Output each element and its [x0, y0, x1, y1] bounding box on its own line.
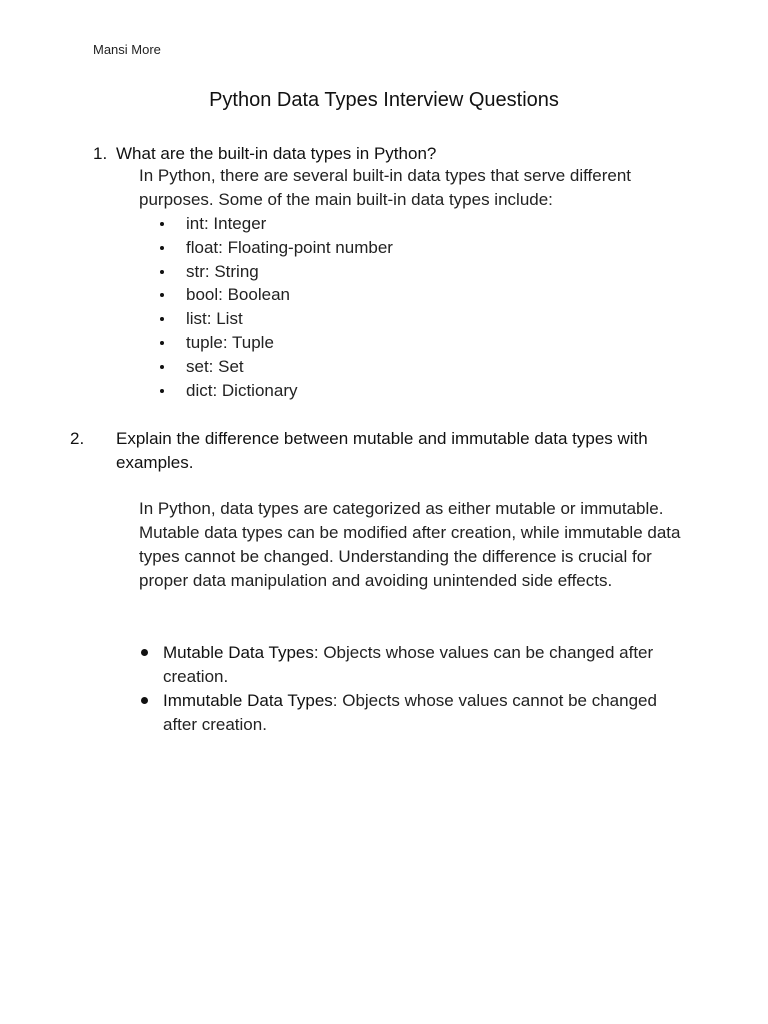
- question-number: 2.: [70, 429, 85, 448]
- bullet-icon: [160, 341, 164, 345]
- question-number: 1.: [93, 144, 108, 163]
- list-item: tuple: Tuple: [139, 331, 393, 355]
- list-item: str: String: [139, 260, 393, 284]
- bullet-icon: [160, 293, 164, 297]
- list-item: [139, 641, 659, 689]
- term-label: Immutable Data Types: [163, 691, 333, 710]
- question-text: What are the built-in data types in Python?: [116, 144, 437, 163]
- page-title: Python Data Types Interview Questions: [209, 89, 559, 111]
- term-label: Mutable Data Types: [163, 643, 314, 662]
- list-item: list: List: [139, 307, 393, 331]
- list-item: set: Set: [139, 355, 393, 379]
- bullet-icon: [160, 270, 164, 274]
- answer-1: In Python, there are several built-in data types that serve different purposes. Some of the main built-in data types include:: [139, 166, 632, 209]
- bullet-icon: [160, 246, 164, 250]
- list-item: dict: Dictionary: [139, 379, 393, 403]
- bullet-icon: [141, 649, 148, 656]
- mutability-list: [139, 641, 659, 737]
- answer-2: In Python, data types are categorized as either mutable or immutable. Mutable data types can be modified after creation, while immutable data types cannot be changed. Understanding the difference is crucial for proper data manipulation and avoiding unintended side effects.: [139, 499, 681, 590]
- question-text: Explain the difference between mutable and immutable data types with examples.: [116, 429, 648, 472]
- term-description: : Objects whose values cannot be changed after creation.: [163, 691, 657, 734]
- bullet-icon: [141, 697, 148, 704]
- author-name: Mansi More: [93, 42, 161, 57]
- list-item: float: Floating-point number: [139, 236, 393, 260]
- bullet-icon: [160, 317, 164, 321]
- question-1: [93, 142, 693, 166]
- data-types-list: [139, 212, 393, 402]
- question-2: [70, 427, 716, 475]
- list-item: bool: Boolean: [139, 283, 393, 307]
- bullet-icon: [160, 365, 164, 369]
- term-description: : Objects whose values can be changed after creation.: [163, 643, 654, 686]
- bullet-icon: [160, 222, 164, 226]
- list-item: int: Integer: [139, 212, 393, 236]
- list-item: [139, 689, 659, 737]
- bullet-icon: [160, 389, 164, 393]
